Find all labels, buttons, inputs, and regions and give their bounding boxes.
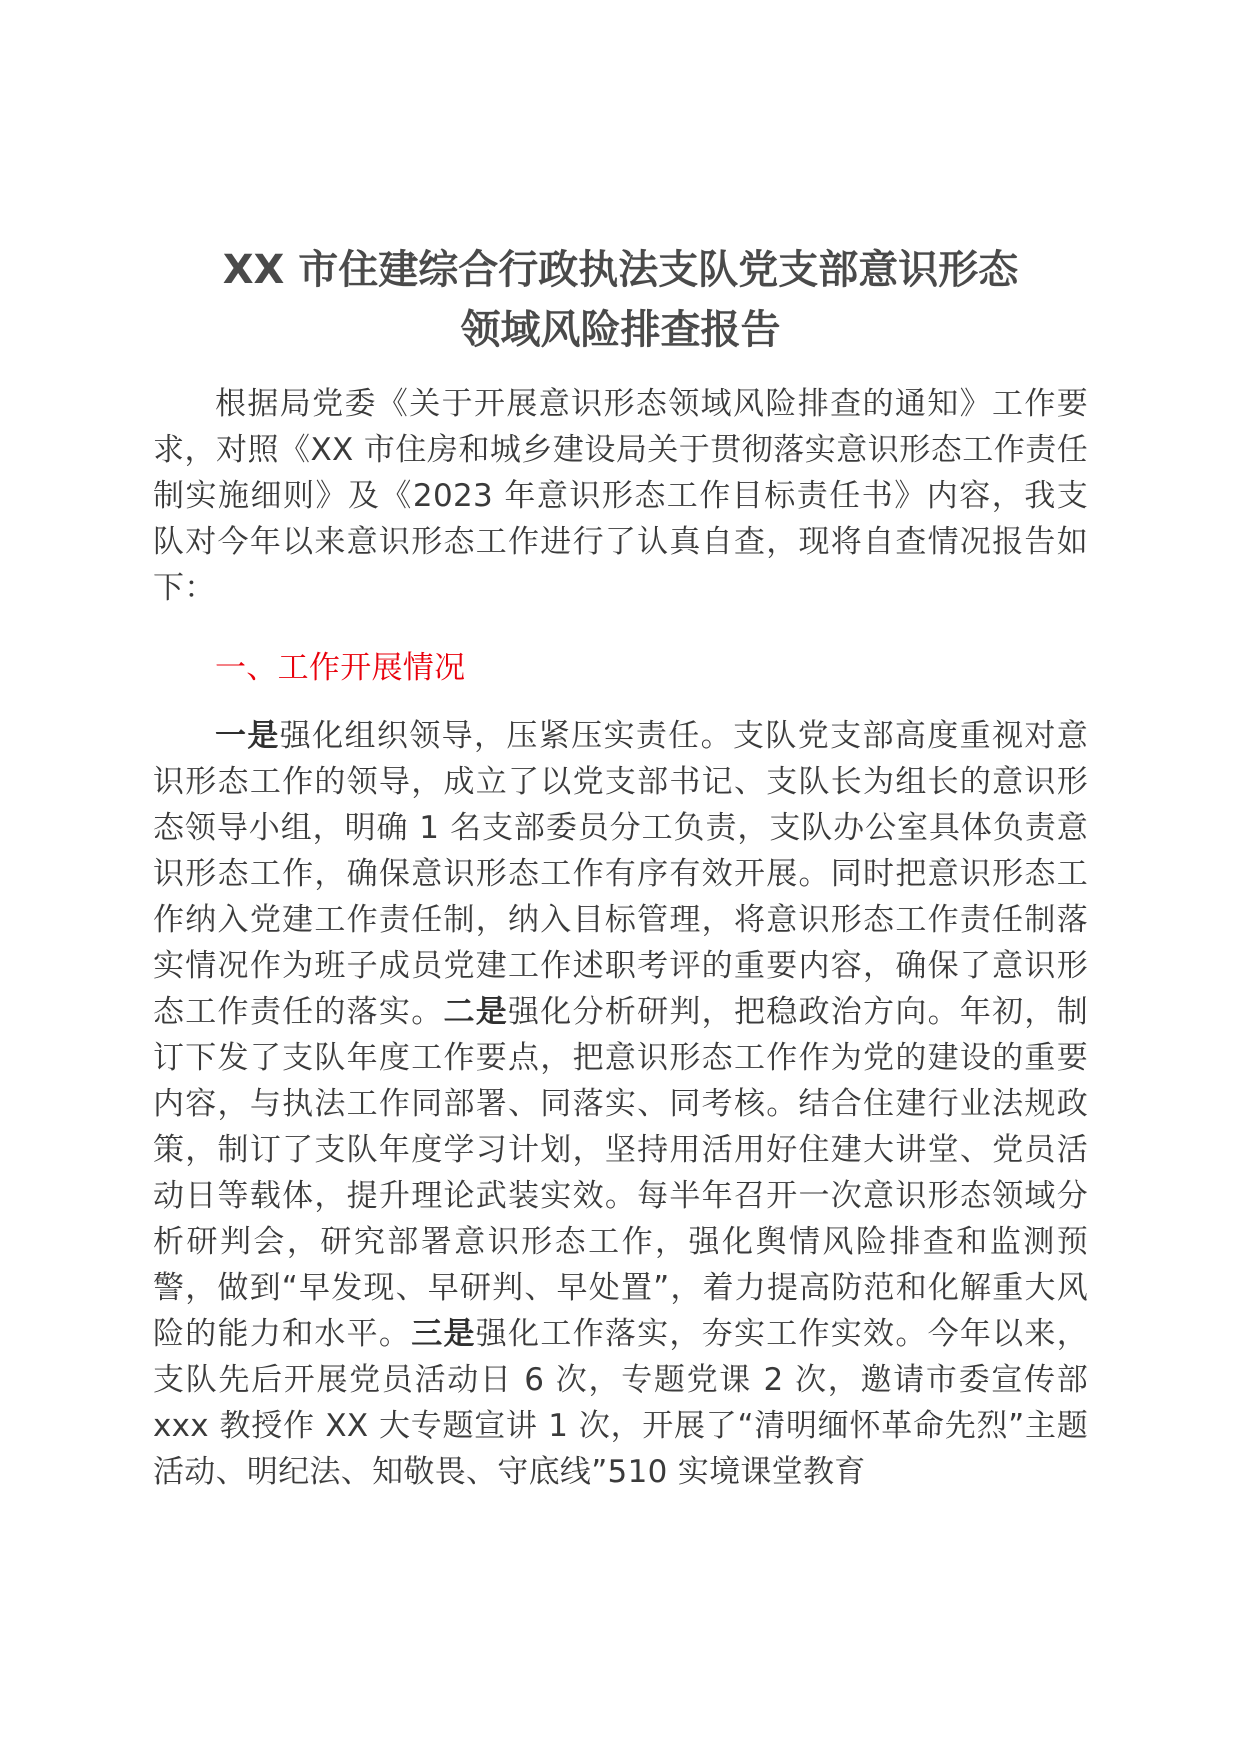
paragraph-text-3: 强化工作落实，夯实工作实效。今年以来，支队先后开展党员活动日 6 次，专题党课 2 次，邀请市委宣传部 xxx 教授作 XX 大专题宣讲 1 次，开展了“清明缅怀革命先烈”主题活动、明纪法、知敬畏、守底线”510 实境课堂教育 — [153, 1316, 1089, 1490]
paragraph-text-1: 强化组织领导，压紧压实责任。支队党支部高度重视对意识形态工作的领导，成立了以党支部书记、支队长为组长的意识形态领导小组，明确 1 名支部委员分工负责，支队办公室具体负责意识形态工作，确保意识形态工作有序有效开展。同时把意识形态工作纳入党建工作责任制，纳入目标管理，将意识形态工作责任制落实情况作为班子成员党建工作述职考评的重要内容，确保了意识形态工作责任的落实。 — [153, 718, 1088, 1030]
lead-phrase-3: 三是 — [411, 1316, 476, 1352]
title-line-1: XX 市住建综合行政执法支队党支部意识形态 — [222, 247, 1019, 293]
lead-phrase-2: 二是 — [443, 994, 509, 1030]
title-line-2: 领域风险排查报告 — [460, 307, 781, 353]
document-body — [153, 381, 1088, 1495]
section-heading-1: 一、工作开展情况 — [215, 650, 466, 686]
paragraph-text-2: 强化分析研判，把稳政治方向。年初，制订下发了支队年度工作要点，把意识形态工作作为党的建设的重要内容，与执法工作同部署、同落实、同考核。结合住建行业法规政策，制订了支队年度学习计划，坚持用活用好住建大讲堂、党员活动日等载体，提升理论武装实效。每半年召开一次意识形态领域分析研判会，研究部署意识形态工作，强化舆情风险排查和监测预警，做到“早发现、早研判、早处置”，着力提高防范和化解重大风险的能力和水平。 — [153, 994, 1088, 1352]
page-title — [153, 240, 1088, 360]
lead-phrase-1: 一是 — [215, 718, 280, 754]
section-1-paragraph — [153, 713, 1088, 1495]
intro-paragraph: 根据局党委《关于开展意识形态领域风险排查的通知》工作要求，对照《XX 市住房和城乡建设局关于贯彻落实意识形态工作责任制实施细则》及《2023 年意识形态工作目标责任书》内容，我支队对今年以来意识形态工作进行了认真自查，现将自查情况报告如下： — [153, 386, 1088, 606]
